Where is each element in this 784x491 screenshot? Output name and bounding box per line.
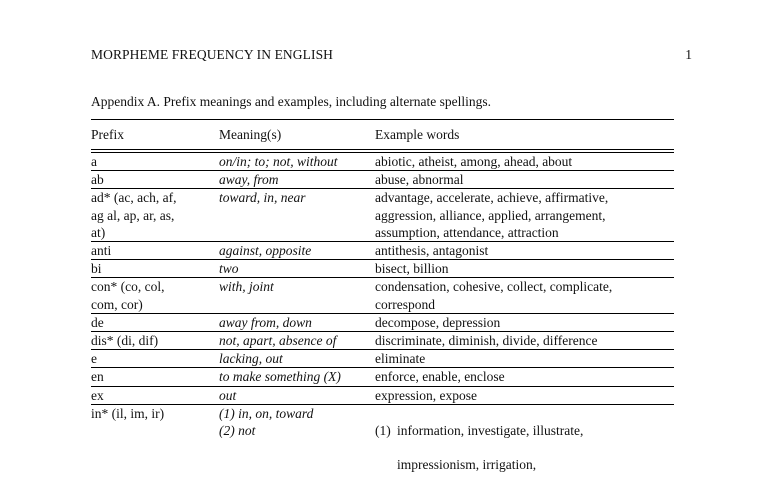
prefix-cell: en	[91, 369, 104, 385]
prefix-cell: ex	[91, 387, 104, 403]
table-row	[91, 314, 674, 332]
prefix-cell: a	[91, 154, 97, 169]
table-caption: Appendix A. Prefix meanings and examples, including alternate spellings.	[91, 94, 492, 109]
table-row	[91, 171, 674, 189]
prefix-cell: anti	[91, 243, 112, 259]
meaning-cell: away, from	[219, 172, 279, 188]
running-head: MORPHEME FREQUENCY IN ENGLISH	[91, 47, 334, 62]
table-row	[91, 278, 674, 313]
meaning-cell: to make something (X)	[219, 369, 341, 385]
table-row	[91, 242, 674, 260]
examples-cell: enforce, enable, enclose	[375, 369, 505, 385]
examples-cell: eliminate	[375, 351, 426, 367]
examples-cell: decompose, depression	[375, 314, 501, 330]
prefix-cell: in* (il, im, ir)	[91, 405, 165, 421]
table-row	[91, 260, 674, 278]
table-row	[91, 387, 674, 405]
meaning-cell: with, joint	[219, 279, 274, 295]
meaning-cell: out	[219, 387, 237, 403]
examples-cell: condensation, cohesive, collect, complicate, correspond	[375, 279, 613, 312]
page-number: 1	[685, 47, 692, 62]
prefix-cell: bi	[91, 261, 102, 277]
prefix-table	[91, 119, 674, 491]
table-header-row	[91, 120, 674, 150]
examples-cell	[375, 405, 674, 491]
example-sense-number: (1)	[375, 423, 391, 439]
example-continuation: impressionism, irrigation,	[397, 457, 537, 473]
examples-cell: discriminate, diminish, divide, difference	[375, 333, 598, 349]
meaning-cell: away from, down	[219, 314, 312, 330]
column-header-meaning: Meaning(s)	[219, 126, 282, 142]
table-row	[91, 368, 674, 386]
column-header-prefix: Prefix	[91, 126, 124, 142]
examples-cell: advantage, accelerate, achieve, affirmative, aggression, alliance, applied, arrangement, assumption, attendance, attraction	[375, 190, 609, 240]
prefix-cell: con* (co, col, com, cor)	[91, 279, 165, 312]
prefix-cell: e	[91, 351, 97, 367]
examples-cell: antithesis, antagonist	[375, 243, 489, 259]
meaning-cell: against, opposite	[219, 243, 312, 259]
meaning-cell: (1) in, on, toward (2) not	[219, 405, 314, 439]
examples-cell: bisect, billion	[375, 261, 449, 277]
example-first-line: information, investigate, illustrate,	[397, 423, 584, 439]
examples-cell: abuse, abnormal	[375, 172, 464, 188]
table-row	[91, 153, 674, 171]
meaning-cell: two	[219, 261, 239, 277]
table-row	[91, 350, 674, 368]
prefix-cell: ad* (ac, ach, af, ag al, ap, ar, as, at)	[91, 190, 177, 240]
column-header-examples: Example words	[375, 126, 460, 142]
meaning-cell: on/in; to; not, without	[219, 154, 338, 169]
examples-cell: expression, expose	[375, 387, 477, 403]
table-row	[91, 405, 674, 491]
table-row	[91, 332, 674, 350]
meaning-cell: not, apart, absence of	[219, 333, 337, 349]
meaning-cell: toward, in, near	[219, 190, 306, 206]
examples-cell: abiotic, atheist, among, ahead, about	[375, 154, 573, 169]
prefix-cell: ab	[91, 172, 104, 188]
meaning-cell: lacking, out	[219, 351, 283, 367]
prefix-cell: dis* (di, dif)	[91, 333, 159, 349]
prefix-cell: de	[91, 314, 104, 330]
table-row	[91, 189, 674, 242]
